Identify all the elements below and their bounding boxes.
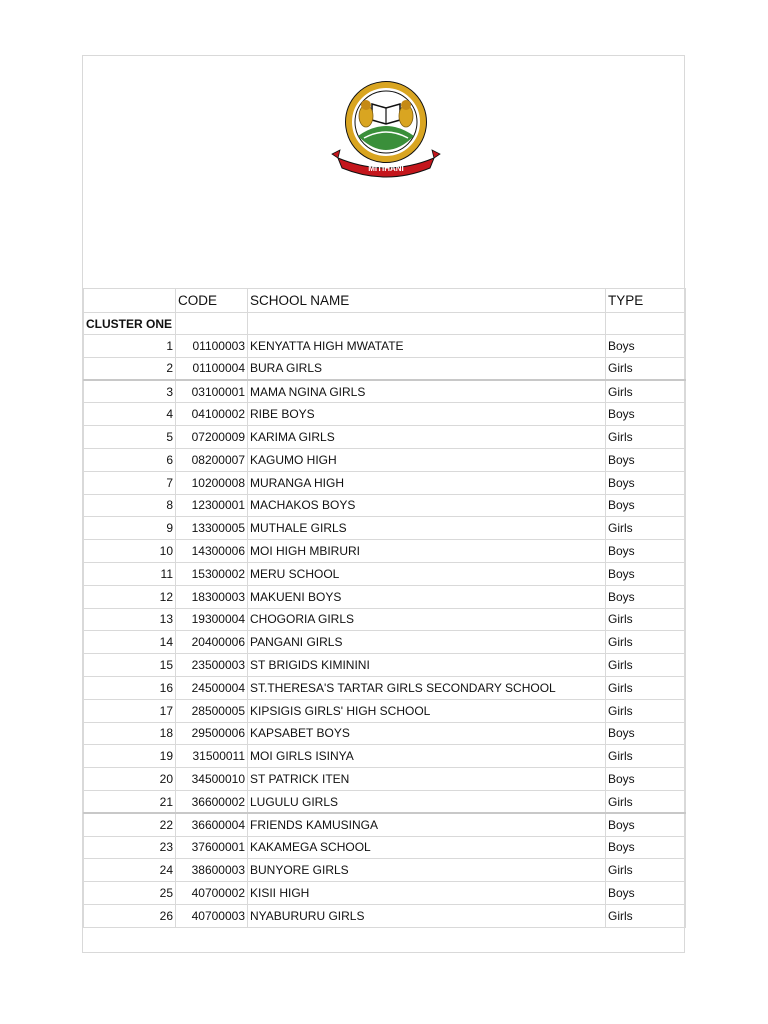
school-type: Boys [606, 540, 686, 563]
table-row [84, 585, 686, 608]
table-row [84, 676, 686, 699]
school-type: Girls [606, 904, 686, 927]
school-type: Boys [606, 403, 686, 426]
logo-area [83, 56, 684, 288]
school-name: BUNYORE GIRLS [248, 859, 606, 882]
cluster-row [84, 313, 686, 335]
school-name: MAMA NGINA GIRLS [248, 380, 606, 403]
school-name: KARIMA GIRLS [248, 426, 606, 449]
table-row [84, 608, 686, 631]
header-row [84, 289, 686, 313]
spreadsheet-page [82, 55, 685, 953]
school-code: 12300001 [176, 494, 248, 517]
row-number: 19 [84, 745, 176, 768]
row-number: 11 [84, 562, 176, 585]
table-row [84, 540, 686, 563]
cluster-empty-cell [248, 313, 606, 335]
row-number: 17 [84, 699, 176, 722]
school-type: Boys [606, 722, 686, 745]
school-code: 15300002 [176, 562, 248, 585]
row-number: 7 [84, 471, 176, 494]
school-code: 31500011 [176, 745, 248, 768]
school-code: 29500006 [176, 722, 248, 745]
school-name: PANGANI GIRLS [248, 631, 606, 654]
row-number: 5 [84, 426, 176, 449]
school-code: 37600001 [176, 836, 248, 859]
table-row [84, 790, 686, 813]
school-name: RIBE BOYS [248, 403, 606, 426]
header-num [84, 289, 176, 313]
table-row [84, 631, 686, 654]
school-code: 14300006 [176, 540, 248, 563]
school-code: 40700002 [176, 882, 248, 905]
school-name: KIPSIGIS GIRLS' HIGH SCHOOL [248, 699, 606, 722]
row-number: 3 [84, 380, 176, 403]
school-code: 36600004 [176, 813, 248, 836]
school-code: 40700003 [176, 904, 248, 927]
logo-banner-text: MITIHANI [368, 164, 404, 173]
school-name: FRIENDS KAMUSINGA [248, 813, 606, 836]
school-code: 04100002 [176, 403, 248, 426]
knec-logo [330, 78, 442, 178]
school-type: Girls [606, 631, 686, 654]
row-number: 2 [84, 357, 176, 380]
school-code: 03100001 [176, 380, 248, 403]
school-name: MOI GIRLS ISINYA [248, 745, 606, 768]
school-code: 01100003 [176, 335, 248, 358]
school-table [83, 288, 686, 928]
row-number: 10 [84, 540, 176, 563]
row-number: 1 [84, 335, 176, 358]
table-row [84, 403, 686, 426]
table-row [84, 471, 686, 494]
row-number: 15 [84, 654, 176, 677]
row-number: 26 [84, 904, 176, 927]
school-name: CHOGORIA GIRLS [248, 608, 606, 631]
school-code: 01100004 [176, 357, 248, 380]
table-row [84, 448, 686, 471]
school-type: Girls [606, 745, 686, 768]
table-row [84, 836, 686, 859]
table-row [84, 654, 686, 677]
table-row [84, 426, 686, 449]
school-type: Boys [606, 494, 686, 517]
school-type: Boys [606, 585, 686, 608]
school-code: 24500004 [176, 676, 248, 699]
school-code: 28500005 [176, 699, 248, 722]
row-number: 14 [84, 631, 176, 654]
table-row [84, 745, 686, 768]
table-row [84, 722, 686, 745]
school-type: Boys [606, 471, 686, 494]
table-row [84, 517, 686, 540]
school-name: ST BRIGIDS KIMININI [248, 654, 606, 677]
school-type: Girls [606, 380, 686, 403]
school-name: MERU SCHOOL [248, 562, 606, 585]
school-code: 10200008 [176, 471, 248, 494]
school-type: Girls [606, 426, 686, 449]
table-row [84, 562, 686, 585]
school-code: 13300005 [176, 517, 248, 540]
table-row [84, 357, 686, 380]
school-name: MUTHALE GIRLS [248, 517, 606, 540]
school-name: KAPSABET BOYS [248, 722, 606, 745]
school-type: Girls [606, 676, 686, 699]
school-name: ST PATRICK ITEN [248, 768, 606, 791]
header-school-name: SCHOOL NAME [248, 289, 606, 313]
school-type: Boys [606, 768, 686, 791]
row-number: 9 [84, 517, 176, 540]
row-number: 12 [84, 585, 176, 608]
school-type: Girls [606, 654, 686, 677]
school-type: Boys [606, 562, 686, 585]
school-name: ST.THERESA'S TARTAR GIRLS SECONDARY SCHOOL [248, 676, 606, 699]
school-code: 19300004 [176, 608, 248, 631]
school-type: Boys [606, 335, 686, 358]
school-code: 38600003 [176, 859, 248, 882]
row-number: 8 [84, 494, 176, 517]
school-type: Boys [606, 836, 686, 859]
row-number: 4 [84, 403, 176, 426]
school-code: 34500010 [176, 768, 248, 791]
row-number: 21 [84, 790, 176, 813]
table-row [84, 380, 686, 403]
school-name: BURA GIRLS [248, 357, 606, 380]
school-type: Boys [606, 813, 686, 836]
header-type: TYPE [606, 289, 686, 313]
row-number: 16 [84, 676, 176, 699]
table-row [84, 768, 686, 791]
school-name: MACHAKOS BOYS [248, 494, 606, 517]
table-row [84, 335, 686, 358]
school-code: 23500003 [176, 654, 248, 677]
school-name: KAGUMO HIGH [248, 448, 606, 471]
school-type: Girls [606, 699, 686, 722]
school-code: 36600002 [176, 790, 248, 813]
school-code: 07200009 [176, 426, 248, 449]
school-name: MURANGA HIGH [248, 471, 606, 494]
school-type: Girls [606, 357, 686, 380]
row-number: 6 [84, 448, 176, 471]
cluster-empty-cell [176, 313, 248, 335]
school-name: LUGULU GIRLS [248, 790, 606, 813]
table-row [84, 494, 686, 517]
school-name: KAKAMEGA SCHOOL [248, 836, 606, 859]
school-name: NYABURURU GIRLS [248, 904, 606, 927]
table-row [84, 699, 686, 722]
header-code: CODE [176, 289, 248, 313]
school-code: 08200007 [176, 448, 248, 471]
school-name: KENYATTA HIGH MWATATE [248, 335, 606, 358]
table-row [84, 904, 686, 927]
school-name: KISII HIGH [248, 882, 606, 905]
school-type: Girls [606, 608, 686, 631]
row-number: 24 [84, 859, 176, 882]
row-number: 22 [84, 813, 176, 836]
school-code: 18300003 [176, 585, 248, 608]
table-row [84, 859, 686, 882]
row-number: 23 [84, 836, 176, 859]
table-row [84, 813, 686, 836]
school-type: Girls [606, 859, 686, 882]
school-name: MOI HIGH MBIRURI [248, 540, 606, 563]
cluster-label: CLUSTER ONE [84, 313, 176, 335]
school-name: MAKUENI BOYS [248, 585, 606, 608]
table-row [84, 882, 686, 905]
row-number: 13 [84, 608, 176, 631]
school-type: Girls [606, 517, 686, 540]
cluster-empty-cell [606, 313, 686, 335]
row-number: 20 [84, 768, 176, 791]
row-number: 18 [84, 722, 176, 745]
school-type: Boys [606, 882, 686, 905]
school-type: Boys [606, 448, 686, 471]
row-number: 25 [84, 882, 176, 905]
school-type: Girls [606, 790, 686, 813]
school-code: 20400006 [176, 631, 248, 654]
